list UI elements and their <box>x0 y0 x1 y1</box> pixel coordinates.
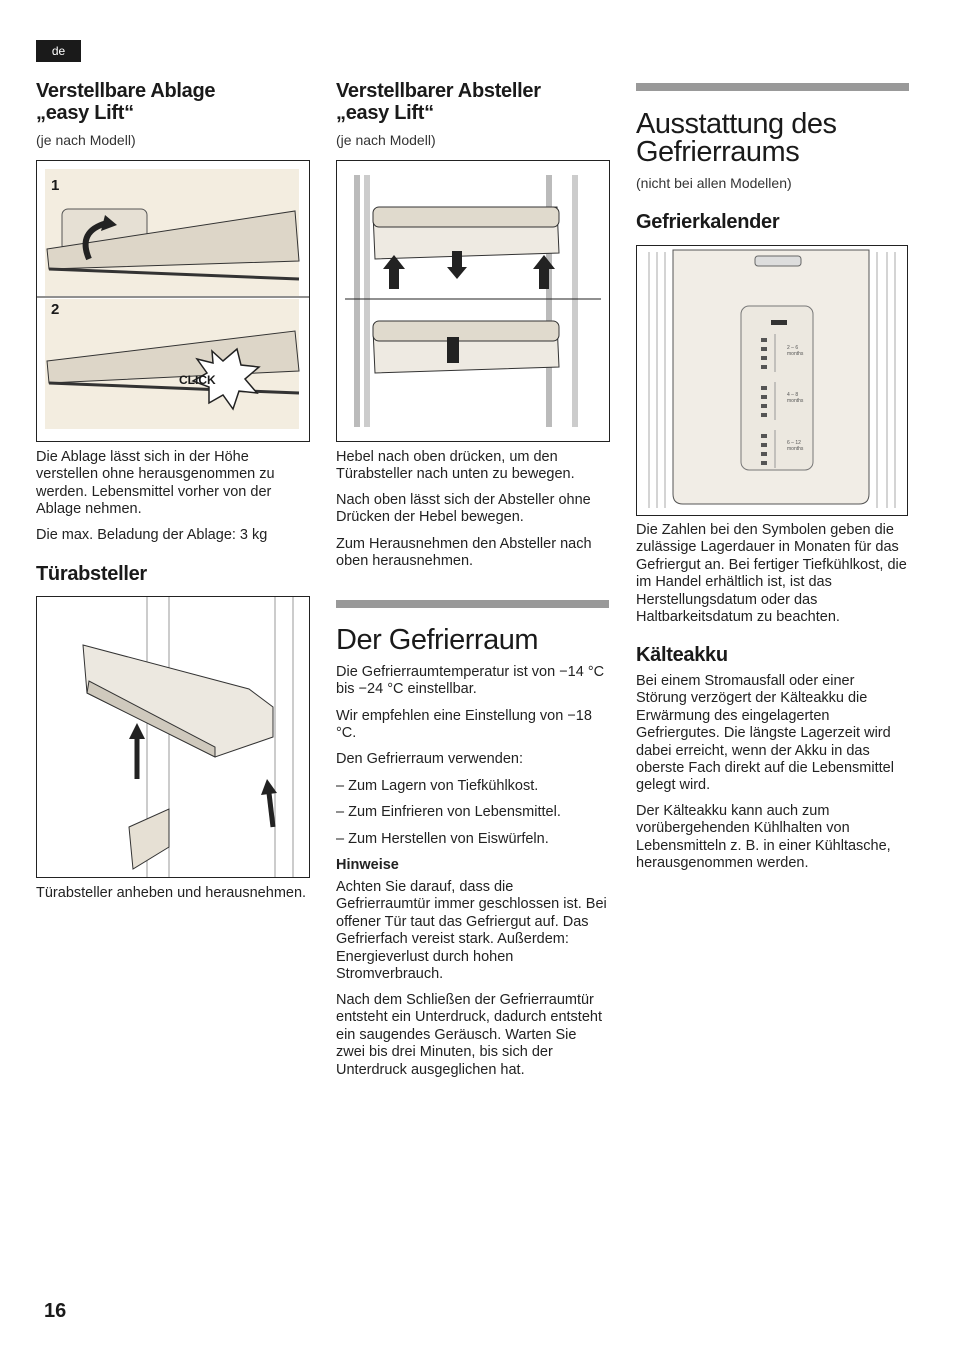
door-shelf-description: Türabsteller anheben und herausnehmen. <box>36 885 307 901</box>
door-shelf-figure <box>36 596 310 878</box>
list-item: – Zum Herstellen von Eiswürfeln. <box>336 830 549 847</box>
heading-freezer: Der Gefrierraum <box>336 624 538 656</box>
freezer-usage-intro: Den Gefrierraum verwenden: <box>336 751 523 767</box>
cold-pack-usage: Der Kälteakku kann auch zum vorübergehenden Kühlhalten von Lebensmitteln z. B. in einer Kühltasche, herausgenommen werden. <box>636 803 891 872</box>
heading-cold-pack: Kälteakku <box>636 644 728 666</box>
notes-heading: Hinweise <box>336 857 399 873</box>
calendar-illustration <box>637 246 907 515</box>
freezer-temperature-range: Die Gefrierraumtemperatur ist von −14 °C bis −24 °C einstellbar. <box>336 664 605 698</box>
heading-door-shelf: Türabsteller <box>36 563 147 585</box>
cold-pack-description: Bei einem Stromausfall oder einer Störung verzögert der Kälteakku die Erwärmung des eingelagerten Gefriergutes. Die längste Lagerzeit wird dabei erreicht, wenn der Akku in das oberste Fach direkt auf die Lebensmittel gelegt wird. <box>636 673 894 794</box>
shelf-illustration <box>37 161 309 441</box>
click-label: CLICK <box>179 373 216 387</box>
door-shelf-illustration <box>37 597 309 877</box>
vacuum-note: Nach dem Schließen der Gefrierraumtür entsteht ein Unterdruck, dadurch entsteht ein saugendes Geräusch. Warten Sie zwei bis drei Minuten, bis sich der Unterdruck ausgeglichen hat. <box>336 992 602 1078</box>
step-label-2: 2 <box>51 301 60 318</box>
heading-freezer-calendar: Gefrierkalender <box>636 211 780 233</box>
heading-line-1: Verstellbare Ablage <box>36 80 216 102</box>
model-note: (nicht bei allen Modellen) <box>636 175 792 191</box>
section-rule <box>336 600 609 608</box>
list-item: – Zum Lagern von Tiefkühlkost. <box>336 778 539 794</box>
freezer-usage-list <box>336 778 609 848</box>
calendar-description: Die Zahlen bei den Symbolen geben die zulässige Lagerdauer in Monaten für das Gefriergut an. Bei fertiger Tiefkühlkost, die im Handel erhältlich ist, ist das Herstellungsdatum oder das Haltbarkeitsdatum zu beachten. <box>636 522 907 626</box>
heading-freezer-equipment <box>636 110 909 166</box>
shelf-description: Die Ablage lässt sich in der Höhe verstellen ohne herausgenommen zu werden. Lebensmittel vorher von der Ablage nehmen. <box>36 449 275 518</box>
lever-description: Hebel nach oben drücken, um den Türabsteller nach unten zu bewegen. <box>336 449 575 483</box>
holder-adjust-figure <box>336 160 610 442</box>
move-up-description: Nach oben lässt sich der Absteller ohne Drücken der Hebel bewegen. <box>336 492 591 526</box>
shelf-adjust-figure <box>36 160 310 442</box>
holder-illustration <box>337 161 609 441</box>
language-badge: de <box>36 40 81 62</box>
heading-line-1: Verstellbarer Absteller <box>336 80 541 102</box>
calendar-row-1: 2 – 6 months <box>787 345 804 357</box>
shelf-max-load: Die max. Beladung der Ablage: 3 kg <box>36 527 268 543</box>
step-label-1: 1 <box>51 177 60 194</box>
door-closed-note: Achten Sie darauf, dass die Gefrierraumtür immer geschlossen ist. Bei offener Tür taut das Gefriergut auf. Das Gefrierfach vereist stark. Außerdem: Energieverlust durch hohen Stromverbrauch. <box>336 879 607 983</box>
model-note: (je nach Modell) <box>336 132 436 148</box>
heading-easy-lift-holder <box>336 80 609 124</box>
heading-line-2: Gefrierraums <box>636 136 800 168</box>
page-number: 16 <box>44 1300 67 1322</box>
freezer-calendar-figure <box>636 245 908 516</box>
heading-line-1: Ausstattung des <box>636 108 837 140</box>
calendar-row-2: 4 – 8 months <box>787 392 804 404</box>
model-note: (je nach Modell) <box>36 132 136 148</box>
remove-description: Zum Herausnehmen den Absteller nach oben herausnehmen. <box>336 536 592 570</box>
list-item: – Zum Einfrieren von Lebensmittel. <box>336 804 561 821</box>
heading-line-2: „easy Lift“ <box>36 102 134 124</box>
heading-line-2: „easy Lift“ <box>336 102 434 124</box>
section-rule <box>636 83 909 91</box>
freezer-recommended-setting: Wir empfehlen eine Einstellung von −18 °C. <box>336 708 592 742</box>
heading-easy-lift-shelf <box>36 80 310 124</box>
calendar-row-3: 6 – 12 months <box>787 440 804 452</box>
